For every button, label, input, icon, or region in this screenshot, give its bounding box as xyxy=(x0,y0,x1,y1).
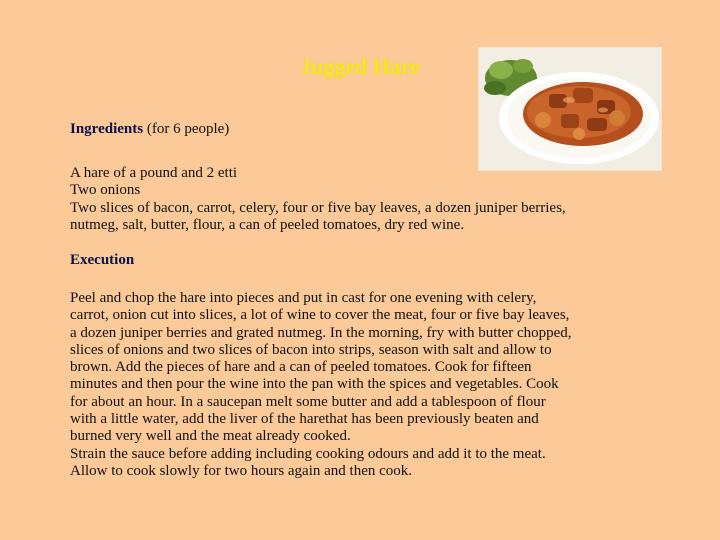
execution-line: for about an hour. In a saucepan melt some butter and add a tablespoon of flour xyxy=(70,393,546,410)
stew-dish-photo xyxy=(478,47,662,171)
ingredient-line: A hare of a pound and 2 etti xyxy=(70,165,238,181)
execution-heading: Execution xyxy=(70,252,135,268)
execution-line: burned very well and the meat already cooked. xyxy=(70,428,351,445)
ingredient-line: Two onions xyxy=(70,182,141,199)
page-title: Jugged Hare xyxy=(300,54,420,79)
execution-text xyxy=(70,290,680,480)
ingredient-line: Two slices of bacon, carrot, celery, four or five bay leaves, a dozen juniper berries, xyxy=(70,199,566,216)
servings-note: (for 6 people) xyxy=(146,121,230,137)
execution-line: a dozen juniper berries and grated nutmeg. In the morning, fry with butter chopped, xyxy=(70,324,572,341)
ingredients-heading-row xyxy=(70,121,229,138)
execution-line: Strain the sauce before adding including cooking odours and add it to the meat. xyxy=(70,445,546,462)
execution-line: brown. Add the pieces of hare and a can of peeled tomatoes. Cook for fifteen xyxy=(70,359,532,376)
execution-line: minutes and then pour the wine into the pan with the spices and vegetables. Cook xyxy=(70,376,559,393)
execution-line: with a little water, add the liver of the harethat has been previously beaten and xyxy=(70,411,539,428)
execution-line: Allow to cook slowly for two hours again and then cook. xyxy=(70,462,413,479)
execution-line: Peel and chop the hare into pieces and put in cast for one evening with celery, xyxy=(70,290,537,306)
execution-line: carrot, onion cut into slices, a lot of wine to cover the meat, four or five bay leaves, xyxy=(70,307,570,324)
execution-line: slices of onions and two slices of bacon into strips, season with salt and allow to xyxy=(70,341,552,358)
ingredients-heading: Ingredients xyxy=(70,121,144,137)
ingredient-line: nutmeg, salt, butter, flour, a can of peeled tomatoes, dry red wine. xyxy=(70,216,465,233)
ingredients-list xyxy=(70,165,680,234)
